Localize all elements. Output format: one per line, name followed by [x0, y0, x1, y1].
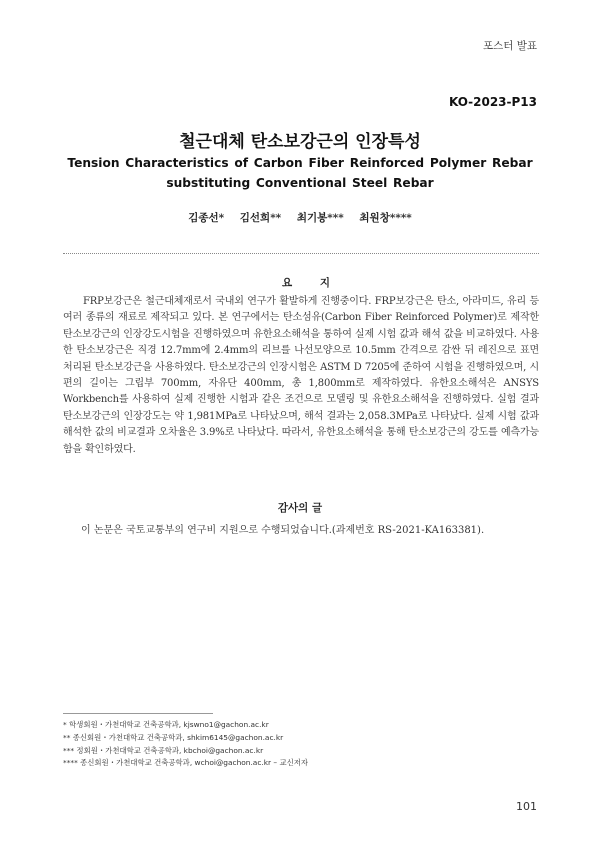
- title-korean: 철근대체 탄소보강근의 인장특성: [179, 132, 421, 152]
- author-1: 김종선*: [188, 212, 225, 224]
- title-english-line-1: Tension Characteristics of Carbon Fiber Reinforced Polymer Rebar: [67, 156, 533, 170]
- footnote-rule: [63, 713, 213, 714]
- abstract-body: FRP보강근은 철근대체재로서 국내외 연구가 활발하게 진행중이다. FRP보강근은 탄소, 아라미드, 유리 등 여러 종류의 재료로 제작되고 있다. 본 연구에서는 탄소섬유(Carbon Fiber Reinforced Polymer)로 제작한 탄소보강근의 인장강도시험을 진행하였으며 유한요소해석을 통하여 실제 시험 값과 해석 값을 비교하였다. 사용한 탄소보강근은 직경 12.7mm에 2.4mm의 리브를 나선모양으로 10.5mm 간격으로 감싼 뒤 레진으로 표면 처리된 탄소보강근을 사용하였다. 탄소보강근의 인장시험은 ASTM D 7205에 준하여 시험을 진행하였으며, 시편의 길이는 그립부 700mm, 자유단 400mm, 총 1,800mm로 제작하였다. 유한요소해석은 ANSYS Workbench를 사용하여 실제 진행한 시험과 같은 조건으로 모델링 및 유한요소해석을 진행하였다. 실험 결과 탄소보강근의 인장강도는 약 1,981MPa로 나타났으며, 해석 결과는 2,058.3MPa로 나타났다. 실제 시험 값과 해석한 값의 비교결과 오차율은 3.9%로 나타났다. 따라서, 유한요소해석을 통해 탄소보강근의 강도를 예측가능함을 확인하였다.: [63, 296, 539, 455]
- title-english: [60, 153, 540, 193]
- section-divider: [63, 253, 539, 254]
- abstract-heading: 요 지: [282, 277, 342, 289]
- footnote-3: *** 정회원・가천대학교 건축공학과, kbchoi@gachon.ac.kr: [63, 745, 264, 755]
- page-number: 101: [516, 800, 537, 813]
- acknowledgement-heading: 감사의 글: [277, 502, 323, 514]
- footnote-4: **** 종신회원・가천대학교 건축공학과, wchoi@gachon.ac.kr – 교신저자: [63, 758, 309, 768]
- author-list: [0, 210, 600, 225]
- footnote-1: * 학생회원・가천대학교 건축공학과, kjswno1@gachon.ac.kr: [63, 720, 269, 729]
- section-label: 포스터 발표: [482, 40, 537, 52]
- acknowledgement-body: 이 논문은 국토교통부의 연구비 지원으로 수행되었습니다.(과제번호 RS-2021-KA163381).: [81, 525, 485, 536]
- author-2: 김선희**: [239, 212, 282, 224]
- author-3: 최기봉***: [296, 212, 344, 224]
- footnote-2: ** 종신회원・가천대학교 건축공학과, shkim6145@gachon.ac.kr: [63, 732, 284, 742]
- paper-code: KO-2023-P13: [448, 95, 537, 109]
- author-4: 최원창****: [359, 212, 412, 224]
- footnotes: [63, 719, 308, 770]
- title-english-line-2: substituting Conventional Steel Rebar: [166, 176, 434, 190]
